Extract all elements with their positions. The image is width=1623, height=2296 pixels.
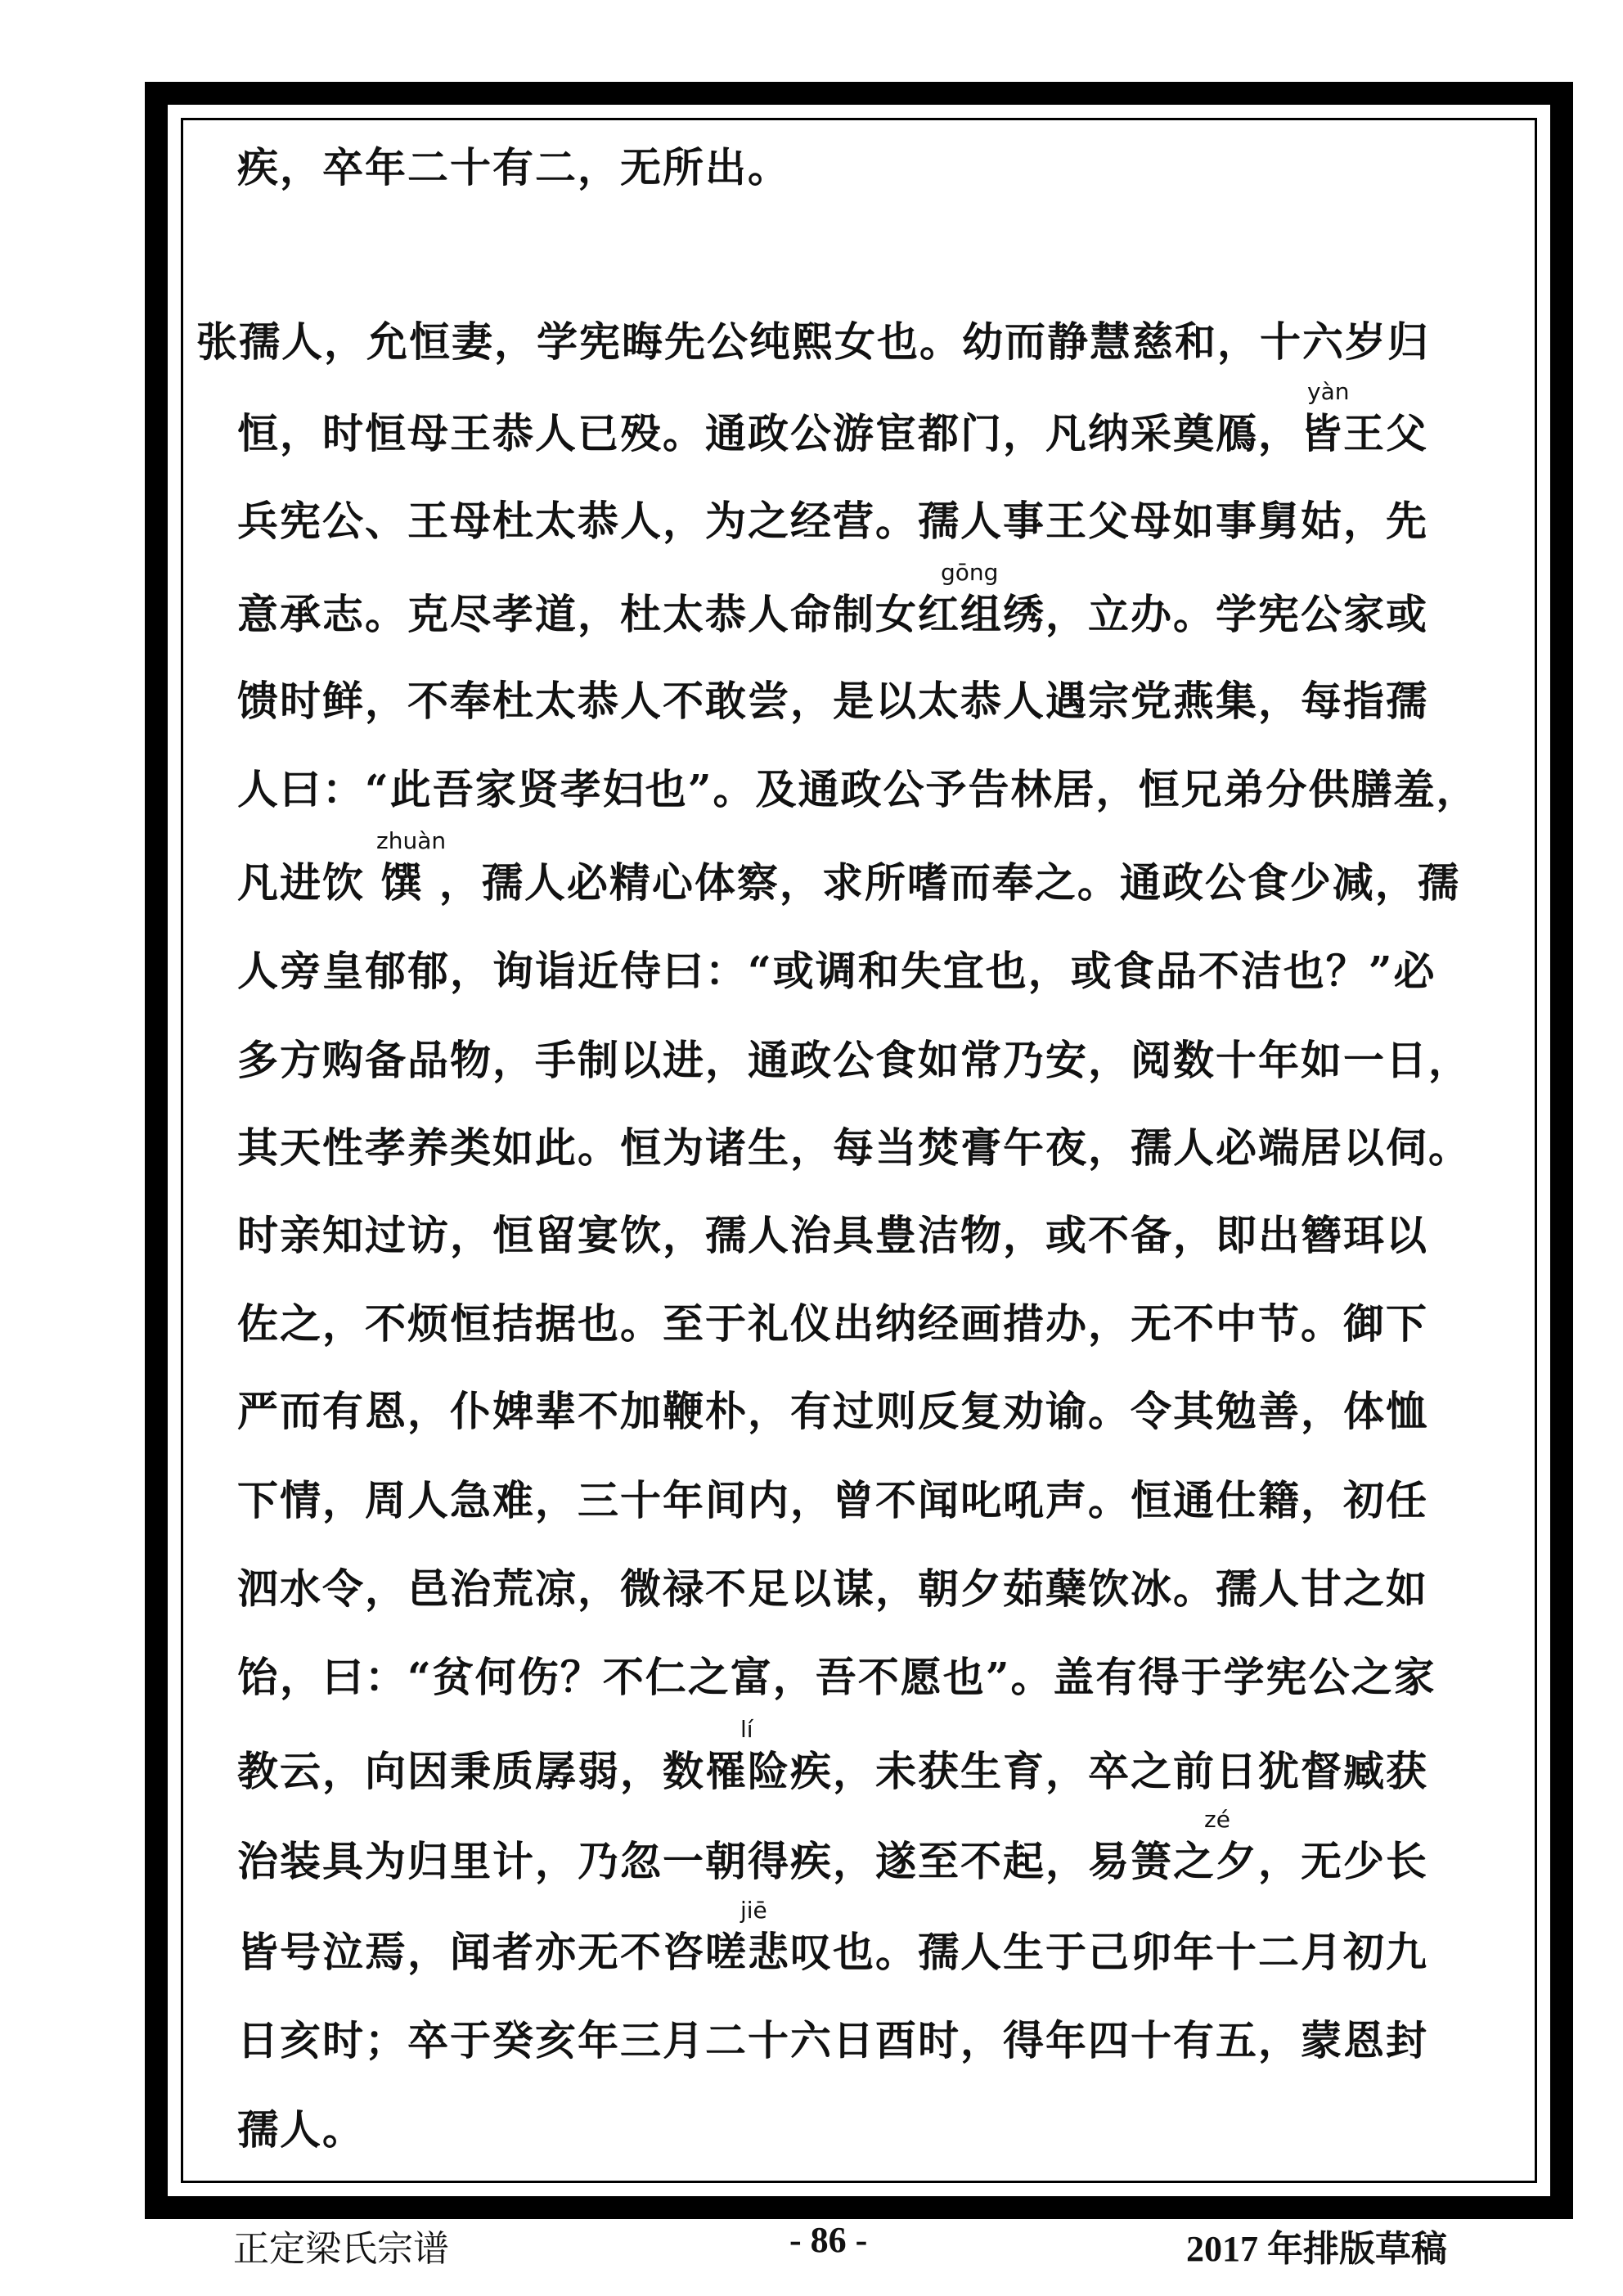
text-line: 张孺人，允恒妻，学宪晦先公纯熙女也。幼而静慧慈和，十六岁归	[196, 317, 1430, 366]
pinyin-annotation: zhuàn	[376, 827, 447, 854]
pinyin-annotation: yàn	[1307, 378, 1350, 405]
text-line: 馈时鲜，不奉杜太恭人不敢尝，是以太恭人遇宗党燕集，每指孺	[237, 677, 1428, 725]
page-footer	[0, 2219, 1623, 2268]
text-line: 下情，周人急难，三十年间内，曾不闻叱吼声。恒通仕籍，初任	[237, 1476, 1428, 1524]
text-line: 皆号泣焉，闻者亦无不咨嗟悲叹也。孺人生于己卯年十二月初九 jiē	[237, 1897, 1428, 1976]
text-line: 人旁皇郁郁，询诣近侍曰：“或调和失宜也，或食品不洁也？”必	[237, 947, 1436, 995]
text-line: 其天性孝养类如此。恒为诸生，每当焚膏午夜，孺人必端居以伺。	[237, 1123, 1471, 1172]
text-line: 日亥时；卒于癸亥年三月二十六日酉时，得年四十有五，蒙恩封	[237, 2016, 1428, 2064]
text-line: 严而有恩，仆婢辈不加鞭朴，有过则反复劝谕。令其勉善，体恤	[237, 1387, 1428, 1435]
pinyin-annotation: jiē	[740, 1897, 767, 1924]
footer-book-title: 正定梁氏宗谱	[233, 2229, 449, 2269]
footer-draft-note: 2017 年排版草稿	[1186, 2229, 1447, 2269]
text-line: 人曰：“此吾家贤孝妇也”。及通政公予告林居，恒兄弟分供膳羞，	[237, 765, 1479, 813]
text-line: 恒，时恒母王恭人已殁。通政公游宦都门，凡纳采奠鴈，皆王父 yàn	[237, 378, 1428, 457]
text-line: 治装具为归里计，乃忽一朝得疾，遂至不起，易箦之夕，无少长 zé	[237, 1806, 1428, 1885]
text-line: 多方购备品物，手制以进，通政公食如常乃安，阅数十年如一日，	[237, 1036, 1471, 1084]
text-line: 佐之，不烦恒拮据也。至于礼仪出纳经画措办，无不中节。御下	[237, 1299, 1428, 1348]
text-line: 饴，曰：“贫何伤？不仁之富，吾不愿也”。盖有得于学宪公之家	[237, 1653, 1436, 1701]
text-line: 孺人。	[237, 2105, 365, 2154]
text-line: 泗水令，邑治荒凉，微禄不足以谋，朝夕茹蘖饮冰。孺人甘之如	[237, 1564, 1428, 1613]
text-line: 意承志。克尽孝道，杜太恭人命制女红组绣，立办。学宪公家或 gōng	[237, 559, 1428, 638]
text-line: 教云，向因秉质孱弱，数罹险疾，未获生育，卒之前日犹督臧获 lí	[237, 1716, 1428, 1795]
text-line: 疾，卒年二十有二，无所出。	[237, 143, 790, 191]
pinyin-annotation: gōng	[941, 559, 999, 586]
pinyin-annotation: lí	[740, 1716, 753, 1743]
pinyin-annotation: zé	[1204, 1806, 1230, 1833]
footer-page-number: - 86 -	[789, 2220, 868, 2260]
text-line: 时亲知过访，恒留宴饮，孺人治具豊洁物，或不备，即出簪珥以	[237, 1211, 1428, 1259]
text-line: 凡进饮 馔 ，孺人必精心体察，求所嗜而奉之。通政公食少减，孺 zhuàn	[237, 827, 1460, 907]
text-line: 兵宪公、王母杜太恭人，为之经营。孺人事王父母如事舅姑，先	[237, 497, 1428, 545]
